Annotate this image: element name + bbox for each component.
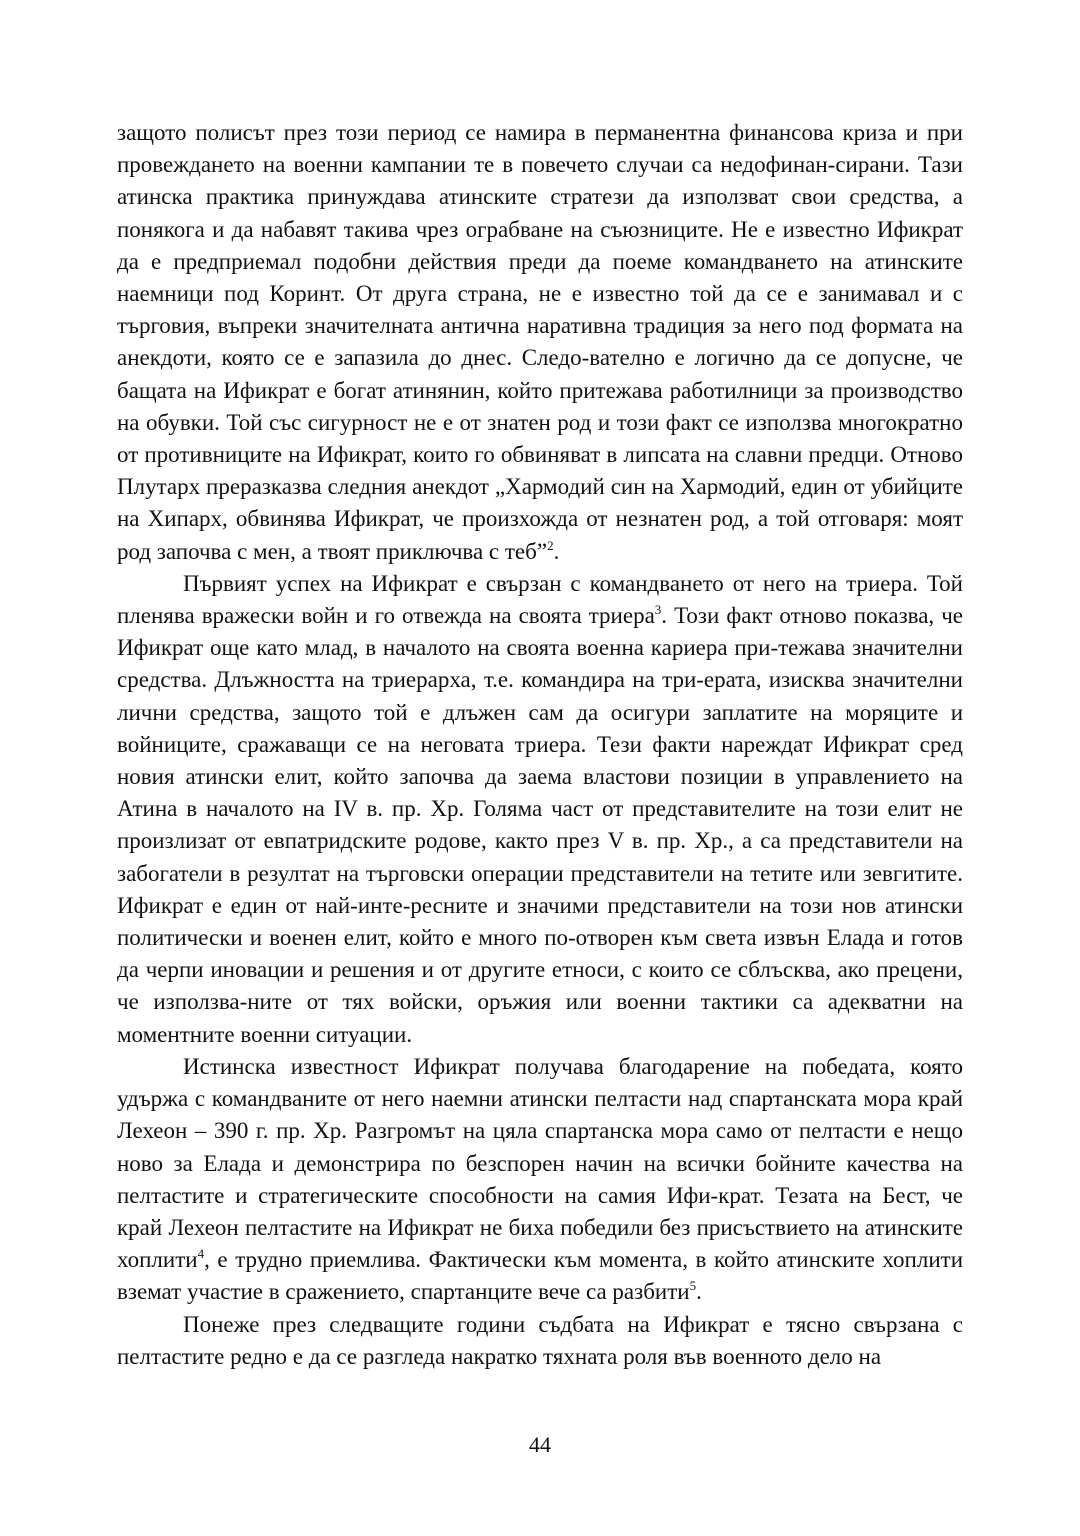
text-run: Истинска известност Ификрат получава благодарение на победата, която удържа с командваните от него наемни атински пелтасти над спартанската мора край Лехеон – 390 г. пр. Хр. Разгромът на цяла спартанска мора само от пелтасти е нещо ново за Елада и демонстрира по безспорен начин на всички бойните качества на пелтастите и стратегическите способности на самия Ифи-крат. Тезата на Бест, че край Лехеон пелтастите на Ификрат не биха победили без присъствието на атинските хоплити (117, 1053, 963, 1273)
footnote-ref: 5 (689, 1278, 697, 1294)
paragraph (117, 568, 963, 1051)
paragraph (117, 117, 963, 568)
text-run: Понеже през следващите години съдбата на Ификрат е тясно свързана с пелтастите редно е да се разгледа накратко тяхната роля във военното дело на (117, 1311, 963, 1369)
page-number: 44 (529, 1432, 551, 1457)
text-run: , е трудно приемлива. Фактически към момента, в който атинските хоплити вземат участие в сражението, спартанците вече са разбити (117, 1247, 963, 1305)
text-run: . Този факт отново показва, че Ификрат още като млад, в началото на своята военна кариера при-тежава значителни средства. Длъжността на триерарха, т.е. командира на три-ерата, изисква значителни лични средства, защото той е длъжен сам да осигури заплатите на моряците и войниците, сражаващи се на неговата триера. Тези факти нареждат Ификрат сред новия атински елит, който започва да заема властови позиции в управлението на Атина в началото на IV в. пр. Хр. Голяма част от представителите на този елит не произлизат от евпатридските родове, както през V в. пр. Хр., а са представители на забогатели в резултат на търговски операции представители на тетите или зевгитите. Ификрат е един от най-инте-ресните и значими представители на този нов атински политически и военен елит, който е много по-отворен към света извън Елада и готов да черпи иновации и решения и от другите етноси, с които се сблъсква, ако прецени, че използва-ните от тях войски, оръжия или военни тактики са адекватни на моментните военни ситуации. (117, 603, 964, 1047)
paragraph (117, 1309, 963, 1373)
text-run: . (696, 1279, 702, 1305)
text-run: Първият успех на Ификрат е свързан с командването от него на триера. Той пленява вражески войн и го отвежда на своята триера (117, 570, 963, 629)
footnote-ref: 4 (197, 1246, 205, 1262)
body-text (117, 117, 963, 1373)
footnote-ref: 2 (547, 537, 554, 553)
footnote-ref: 3 (654, 602, 662, 618)
text-run: . (553, 538, 560, 564)
paragraph (117, 1051, 963, 1309)
text-run: защото полисът през този период се намира в перманентна финансова криза и при провеждането на военни кампании те в повечето случаи са недофинан-сирани. Тази атинска практика принуждава атинските стратези да използват свои средства, а понякога и да набавят такива чрез ограбване на съюзниците. Не е известно Ификрат да е предприемал подобни действия преди да поеме командването на атинските наемници под Коринт. От друга страна, не е известно той да се е занимавал и с търговия, въпреки значителната антична наративна традиция за него под формата на анекдоти, която се е запазила до днес. Следо-вателно е логично да се допусне, че бащата на Ификрат е богат атинянин, който притежава работилници за производство на обувки. Той със сигурност не е от знатен род и този факт се използва многократно от противниците на Ификрат, които го обвиняват в липсата на славни предци. Отново Плутарх преразказва следния анекдот „Хармодий син на Хармодий, един от убийците на Хипарх, обвинява Ификрат, че произхожда от незнатен род, а той отговаря: моят род започва с мен, а твоят приключва с теб” (117, 120, 963, 564)
